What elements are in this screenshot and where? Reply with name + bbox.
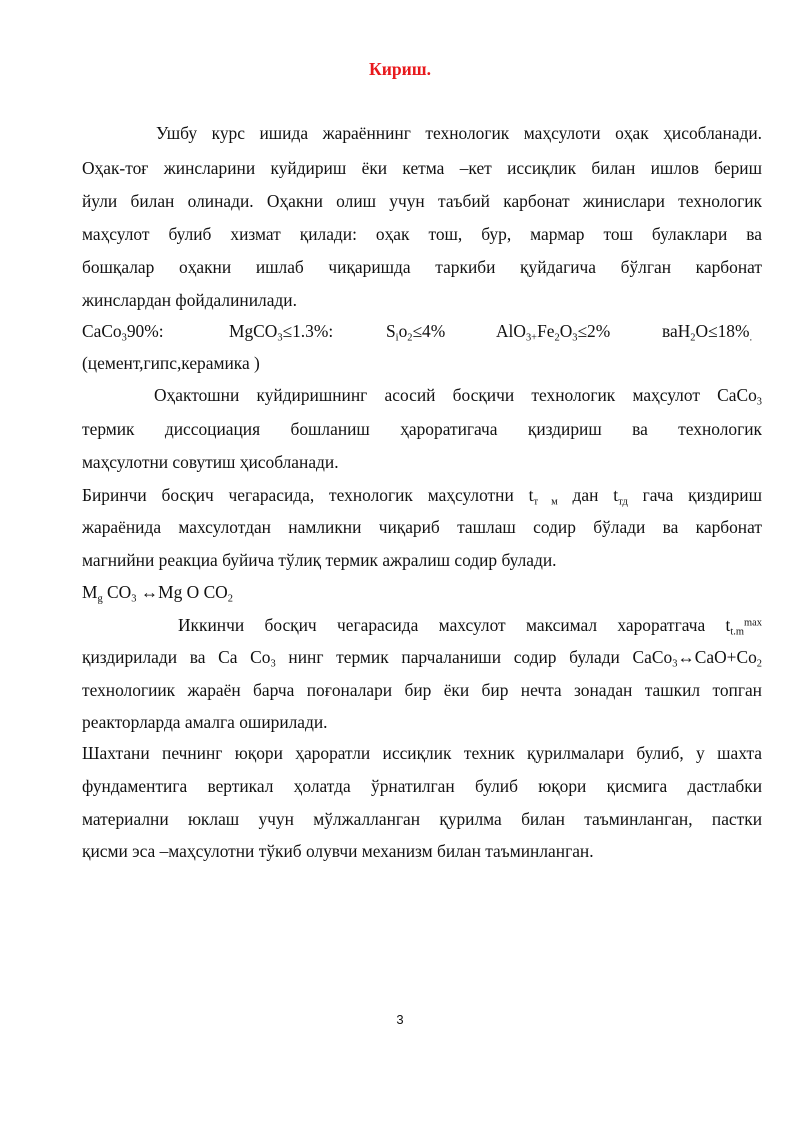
formula-h2o: $ваH_2O\le 18\%_.$ [662,321,753,344]
paragraph-1-line-3: йули билан олинади. Оҳакни олиш учун таъбий карбонат жинислари технологик [82,191,762,211]
paragraph-4-line-4: реакторларда амалга оширилади. [82,712,328,732]
formula-caco3: CaCo$_3$90%: [82,321,164,344]
paragraph-1-line-1: Ушбу курс ишида жараённинг технологик маҳсулоти оҳак ҳисобланади. [156,123,762,143]
paragraph-1-line-5: бошқалар оҳакни ишлаб чиқаришда таркиби қуйдагича бўлган карбонат [82,257,762,277]
paragraph-1-line-4: маҳсулот булиб хизмат қилади: оҳак тош, бур, мармар тош булаклари ва [82,224,762,244]
paragraph-2-line-2: термик диссоциация бошланиш ҳароратигача қиздириш ва технологик [82,419,762,439]
reaction-mgco3: $M_g$ $CO_3$ ↔Mg O $CO_2$ [82,582,233,605]
paragraph-5-line-1: Шахтани печнинг юқори ҳароратли иссиқлик техник қурилмалари булиб, у шахта [82,743,762,763]
materials-note: (цемент,гипс,керамика ) [82,353,260,373]
paragraph-5-line-2: фундаментига вертикал ҳолатда ўрнатилган булиб юқори қисмига дастлабки [82,776,762,796]
paragraph-3-line-1: Биринчи босқич чегарасида, технологик маҳсулотни $t_{т м}$ дан $t_{тд}$ гача қиздириш [82,485,762,508]
paragraph-4-line-2: қиздирилади ва Ca $Co_3$ нинг термик парчаланиши содир булади $CaCo_3\leftrightarrow CaO+Co_2$ [82,647,762,670]
composition-formulas [82,320,762,342]
page-title: Кириш. [368,59,432,79]
formula-sio2: $S_io_2\le 4\%$ [386,321,446,344]
formula-alo3-fe2o3: $AlO_{3+}Fe_2O_3\le 2\%$ [496,321,611,344]
paragraph-1-line-6: жинслардан фойдалинилади. [82,290,297,310]
paragraph-2-line-1: Оҳактошни куйдиришнинг асосий босқичи технологик маҳсулот CaCo$_3$ [154,385,762,408]
formula-mgco3: MgCO$_3$≤1.3%: [229,321,334,344]
page-number: 3 [396,1012,404,1027]
paragraph-4-line-3: технологиик жараён барча поғоналари бир ёки бир нечта зонадан ташкил топган [82,680,762,700]
paragraph-5-line-3: материални юклаш учун мўлжалланган қурилма билан таъминланган, пастки [82,809,762,829]
paragraph-3-line-2: жараёнида махсулотдан намликни чиқариб ташлаш содир бўлади ва карбонат [82,517,762,537]
paragraph-3-line-3: магнийни реакциа буйича тўлиқ термик ажралиш содир булади. [82,550,557,570]
paragraph-2-line-3: маҳсулотни совутиш ҳисобланади. [82,452,339,472]
paragraph-4-line-1: Иккинчи босқич чегарасида махсулот максимал хароратгача $t_{t.m}^{max}$ [178,615,762,638]
paragraph-1-line-2: Оҳак-тоғ жинсларини куйдириш ёки кетма –кет иссиқлик билан ишлов бериш [82,158,762,178]
paragraph-5-line-4: қисми эса –маҳсулотни тўкиб олувчи механизм билан таъминланган. [82,841,594,861]
